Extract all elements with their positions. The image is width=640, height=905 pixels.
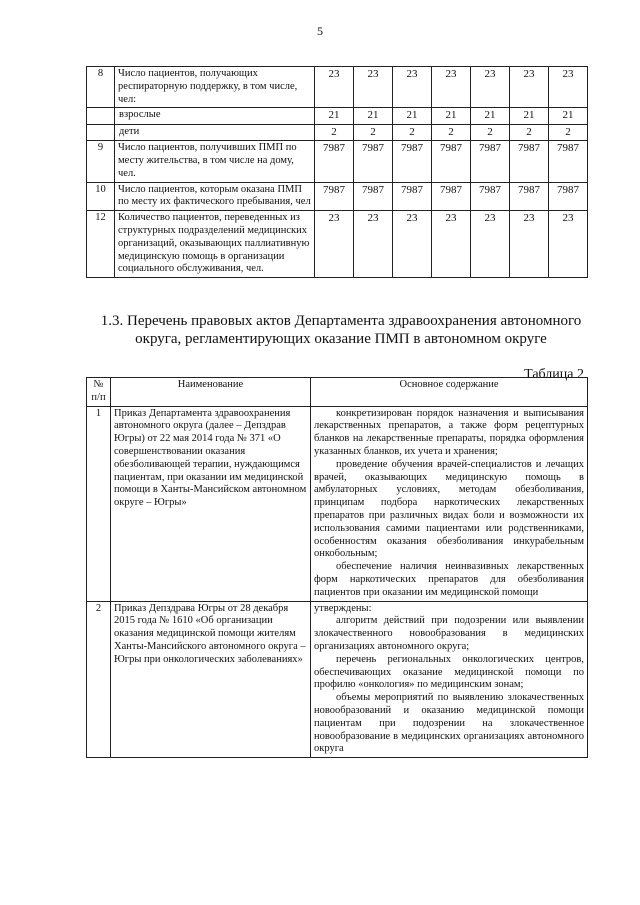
row-number: 8 bbox=[87, 67, 115, 108]
row-value: 23 bbox=[549, 211, 588, 278]
content-paragraph: конкретизирован порядок назначения и выписывания лекарственных препаратов, а также форм рецептурных бланков на лекарственные препараты, порядка оформления указанных бланков, их учета и хранения; bbox=[314, 407, 584, 457]
row-value: 7987 bbox=[315, 141, 354, 182]
row-value: 23 bbox=[354, 67, 393, 108]
header-content: Основное содержание bbox=[311, 378, 588, 407]
content-paragraph: алгоритм действий при подозрении или выявлении злокачественного новообразования в медицинских организациях автономного округа; bbox=[314, 615, 584, 652]
table-subrow bbox=[87, 124, 588, 140]
row-value: 7987 bbox=[393, 182, 432, 211]
row-value: 23 bbox=[549, 67, 588, 108]
row-value: 23 bbox=[315, 211, 354, 278]
act-name: Приказ Депздрава Югры от 28 декабря 2015 года № 1610 «Об организации оказания медицинской помощи жителям Ханты-Мансийского автономного округа – Югры при онкологических заболеваниях» bbox=[111, 601, 311, 758]
content-paragraph: перечень региональных онкологических центров, обеспечивающих оказание медицинской помощи по профилю «онкология» по медицинским зонам; bbox=[314, 653, 584, 691]
act-name: Приказ Департамента здравоохранения автономного округа (далее – Депздрав Югры) от 22 мая 2014 года № 371 «О совершенствовании оказания обезболивающей терапии, нуждающимся пациентам, при оказании им медицинской помощи в Ханты-Мансийском автономном округе – Югры» bbox=[111, 406, 311, 601]
row-value: 2 bbox=[393, 124, 432, 140]
row-label: Число пациентов, получивших ПМП по месту жительства, в том числе на дому, чел. bbox=[115, 141, 315, 182]
row-value: 21 bbox=[354, 108, 393, 124]
row-value: 7987 bbox=[471, 141, 510, 182]
row-value: 23 bbox=[471, 211, 510, 278]
content-paragraph: проведение обучения врачей-специалистов и лечащих врачей, оказывающих медицинскую помощь в амбулаторных условиях, методам обезболивания, принципам подбора наркотических лекарственных препаратов при различных видах боли и возможности их использования самими пациентами или родственниками, особенностям оказания обезболивания инкурабельным онкобольным; bbox=[314, 458, 584, 560]
row-value: 21 bbox=[549, 108, 588, 124]
content-lead: утверждены: bbox=[314, 602, 372, 614]
legal-acts-table bbox=[86, 377, 588, 758]
row-label: Число пациентов, которым оказана ПМП по месту их фактического пребывания, чел bbox=[115, 182, 315, 211]
row-value: 2 bbox=[471, 124, 510, 140]
row-number: 1 bbox=[87, 406, 111, 601]
row-value: 23 bbox=[432, 211, 471, 278]
row-value: 2 bbox=[354, 124, 393, 140]
row-number: 9 bbox=[87, 141, 115, 182]
table-row bbox=[87, 601, 588, 758]
row-label: дети bbox=[115, 124, 315, 140]
row-value: 2 bbox=[510, 124, 549, 140]
row-value: 7987 bbox=[315, 182, 354, 211]
row-number: 2 bbox=[87, 601, 111, 758]
row-value: 23 bbox=[393, 67, 432, 108]
header-number: № п/п bbox=[87, 378, 111, 407]
row-number: 10 bbox=[87, 182, 115, 211]
row-value: 23 bbox=[315, 67, 354, 108]
row-value: 2 bbox=[432, 124, 471, 140]
row-value: 21 bbox=[510, 108, 549, 124]
table-subrow bbox=[87, 108, 588, 124]
row-value: 7987 bbox=[393, 141, 432, 182]
row-value: 21 bbox=[315, 108, 354, 124]
row-value: 21 bbox=[393, 108, 432, 124]
row-value: 23 bbox=[393, 211, 432, 278]
row-value: 7987 bbox=[354, 141, 393, 182]
table-caption: Таблица 2 bbox=[524, 367, 584, 382]
row-value: 23 bbox=[471, 67, 510, 108]
row-label: Количество пациентов, переведенных из структурных подразделений медицинских организаций, оказывающих паллиативную медицинскую помощь в организации социального обслуживания, чел. bbox=[115, 211, 315, 278]
row-value: 2 bbox=[549, 124, 588, 140]
row-value: 7987 bbox=[354, 182, 393, 211]
row-value: 2 bbox=[315, 124, 354, 140]
row-value: 7987 bbox=[432, 141, 471, 182]
row-value: 7987 bbox=[549, 141, 588, 182]
row-value: 23 bbox=[432, 67, 471, 108]
row-value: 23 bbox=[510, 211, 549, 278]
patients-statistics-table bbox=[86, 66, 588, 278]
table-row bbox=[87, 406, 588, 601]
row-value: 7987 bbox=[471, 182, 510, 211]
content-paragraph: обеспечение наличия неинвазивных лекарственных форм наркотических препаратов для обезболивания пациентов при оказании им медицинской помощи bbox=[314, 561, 584, 598]
act-content bbox=[311, 601, 588, 758]
section-title: 1.3. Перечень правовых актов Департамента здравоохранения автономного округа, регламентирующих оказание ПМП в автономном округе bbox=[100, 313, 582, 347]
row-value: 21 bbox=[432, 108, 471, 124]
row-value: 7987 bbox=[432, 182, 471, 211]
content-paragraph: объемы мероприятий по выявлению злокачественных новообразований и оказанию медицинской помощи пациентам при подозрении на злокачественное новообразование в медицинских организациях автономного округа bbox=[314, 692, 584, 755]
table-row bbox=[87, 67, 588, 108]
row-number bbox=[87, 124, 115, 140]
row-number: 12 bbox=[87, 211, 115, 278]
header-name: Наименование bbox=[111, 378, 311, 407]
row-number bbox=[87, 108, 115, 124]
row-label: взрослые bbox=[115, 108, 315, 124]
row-label: Число пациентов, получающих респираторную поддержку, в том числе, чел: bbox=[115, 67, 315, 108]
row-value: 7987 bbox=[510, 182, 549, 211]
table-row bbox=[87, 141, 588, 182]
table-row bbox=[87, 182, 588, 211]
row-value: 23 bbox=[354, 211, 393, 278]
row-value: 23 bbox=[510, 67, 549, 108]
row-value: 21 bbox=[471, 108, 510, 124]
page-number: 5 bbox=[317, 24, 323, 38]
table-row bbox=[87, 211, 588, 278]
row-value: 7987 bbox=[510, 141, 549, 182]
act-content bbox=[311, 406, 588, 601]
row-value: 7987 bbox=[549, 182, 588, 211]
